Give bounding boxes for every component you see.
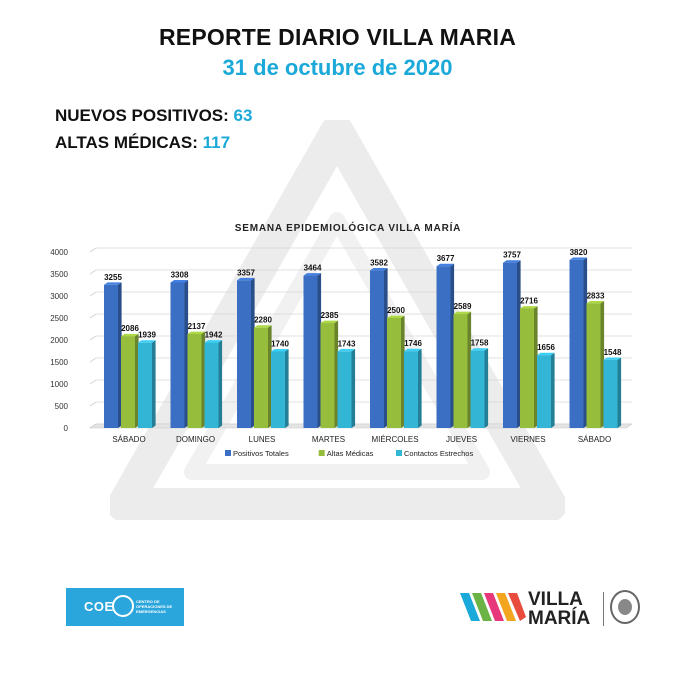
bar-1 — [520, 308, 534, 428]
bar-0 — [304, 276, 318, 428]
discharges-label: ALTAS MÉDICAS: — [55, 133, 198, 152]
bar-side — [485, 348, 489, 428]
bar-0 — [171, 282, 185, 428]
y-tick-label: 0 — [63, 424, 68, 433]
y-tick-label: 2000 — [50, 336, 68, 345]
epidemiological-week-chart — [40, 212, 640, 467]
grid-depth-line — [90, 336, 96, 340]
discharges-value: 117 — [202, 133, 231, 152]
coe-logo-subtitle: CENTRO DE OPERACIONES DE EMERGENCIAS — [136, 599, 173, 614]
data-label: 3582 — [370, 258, 388, 268]
grid-depth-line — [90, 402, 96, 406]
data-label: 2086 — [121, 324, 139, 334]
bar-side — [618, 357, 622, 428]
bar-side — [551, 353, 555, 428]
coe-logo — [66, 588, 184, 626]
data-label: 2589 — [453, 302, 472, 312]
bar-1 — [587, 303, 601, 428]
legend-label: Altas Médicas — [326, 449, 374, 458]
grid-depth-line — [90, 270, 96, 274]
bar-0 — [370, 270, 384, 428]
x-tick-label: SÁBADO — [577, 435, 612, 444]
x-tick-label: SÁBADO — [112, 435, 146, 444]
grid-depth-line — [90, 248, 96, 252]
legend-swatch — [396, 450, 402, 456]
villa-maria-line2: MARÍA — [528, 608, 591, 629]
data-label: 1939 — [138, 330, 156, 340]
data-label: 3464 — [303, 263, 322, 273]
y-tick-label: 500 — [54, 402, 68, 411]
bar-2 — [138, 343, 152, 428]
y-tick-label: 3000 — [50, 292, 68, 301]
bar-2 — [271, 351, 285, 428]
bar-0 — [104, 285, 118, 428]
bar-2 — [404, 351, 418, 428]
grid-depth-line — [90, 380, 96, 384]
bar-side — [418, 349, 422, 428]
legend-label: Contactos Estrechos — [404, 449, 474, 458]
chart-title: SEMANA EPIDEMIOLÓGICA VILLA MARÍA — [234, 223, 462, 234]
x-tick-label: VIERNES — [510, 435, 546, 444]
x-tick-label: DOMINGO — [175, 435, 216, 444]
data-label: 3820 — [569, 247, 588, 257]
bar-2 — [205, 343, 219, 428]
x-tick-label: MARTES — [311, 435, 346, 444]
x-tick-label: MIÉRCOLES — [371, 435, 419, 444]
bar-side — [285, 349, 289, 428]
legend-swatch — [319, 450, 325, 456]
legend-label: Positivos Totales — [233, 449, 289, 458]
bar-2 — [338, 351, 352, 428]
y-tick-label: 4000 — [50, 248, 68, 257]
bar-1 — [188, 334, 202, 428]
x-tick-label: JUEVES — [445, 435, 478, 444]
new-positives-label: NUEVOS POSITIVOS: — [55, 106, 229, 125]
villa-maria-wordmark — [528, 590, 590, 628]
municipal-seal-icon — [610, 590, 640, 624]
bar-1 — [387, 318, 401, 428]
data-label: 1746 — [404, 339, 422, 349]
discharges-stat — [55, 133, 230, 153]
villa-maria-stripes-logo — [460, 587, 526, 625]
data-label: 1942 — [204, 330, 223, 340]
data-label: 1656 — [537, 343, 555, 353]
bar-0 — [503, 263, 517, 428]
coe-logo-text: COE — [84, 599, 114, 614]
bar-1 — [121, 336, 135, 428]
data-label: 2137 — [187, 321, 206, 331]
data-label: 3757 — [503, 250, 521, 260]
data-label: 2833 — [586, 291, 605, 301]
grid-depth-line — [90, 358, 96, 362]
bar-1 — [321, 323, 335, 428]
data-label: 3357 — [237, 268, 255, 278]
bar-side — [219, 340, 223, 428]
coe-ring-icon — [112, 595, 134, 617]
report-date: 31 de octubre de 2020 — [222, 55, 453, 80]
legend-swatch — [225, 450, 231, 456]
bar-1 — [254, 328, 268, 428]
grid-depth-line — [90, 292, 96, 296]
data-label: 2716 — [520, 296, 538, 306]
grid-depth-line — [90, 314, 96, 318]
data-label: 1743 — [337, 339, 356, 349]
report-title: REPORTE DIARIO VILLA MARIA — [158, 24, 517, 50]
data-label: 3677 — [436, 254, 455, 264]
bar-side — [152, 340, 156, 428]
x-tick-label: LUNES — [248, 435, 276, 444]
villa-maria-line1: VILLA — [528, 589, 583, 610]
data-label: 2280 — [254, 315, 272, 325]
y-tick-label: 2500 — [50, 314, 68, 323]
data-label: 2385 — [320, 311, 339, 321]
bar-side — [352, 349, 356, 428]
bar-0 — [437, 266, 451, 428]
y-tick-label: 3500 — [50, 270, 68, 279]
bar-0 — [570, 260, 584, 428]
bar-0 — [237, 280, 251, 428]
new-positives-stat — [55, 106, 252, 126]
data-label: 1758 — [470, 338, 489, 348]
data-label: 2500 — [387, 306, 405, 315]
bar-1 — [454, 314, 468, 428]
y-tick-label: 1500 — [50, 358, 68, 367]
bar-2 — [537, 355, 551, 428]
data-label: 3308 — [170, 270, 189, 280]
new-positives-value: 63 — [233, 106, 253, 125]
logo-divider — [603, 592, 604, 626]
bar-2 — [604, 360, 618, 428]
data-label: 1740 — [271, 339, 289, 349]
y-tick-label: 1000 — [50, 380, 68, 389]
data-label: 1548 — [603, 347, 622, 357]
bar-2 — [471, 351, 485, 428]
data-label: 3255 — [104, 272, 122, 282]
